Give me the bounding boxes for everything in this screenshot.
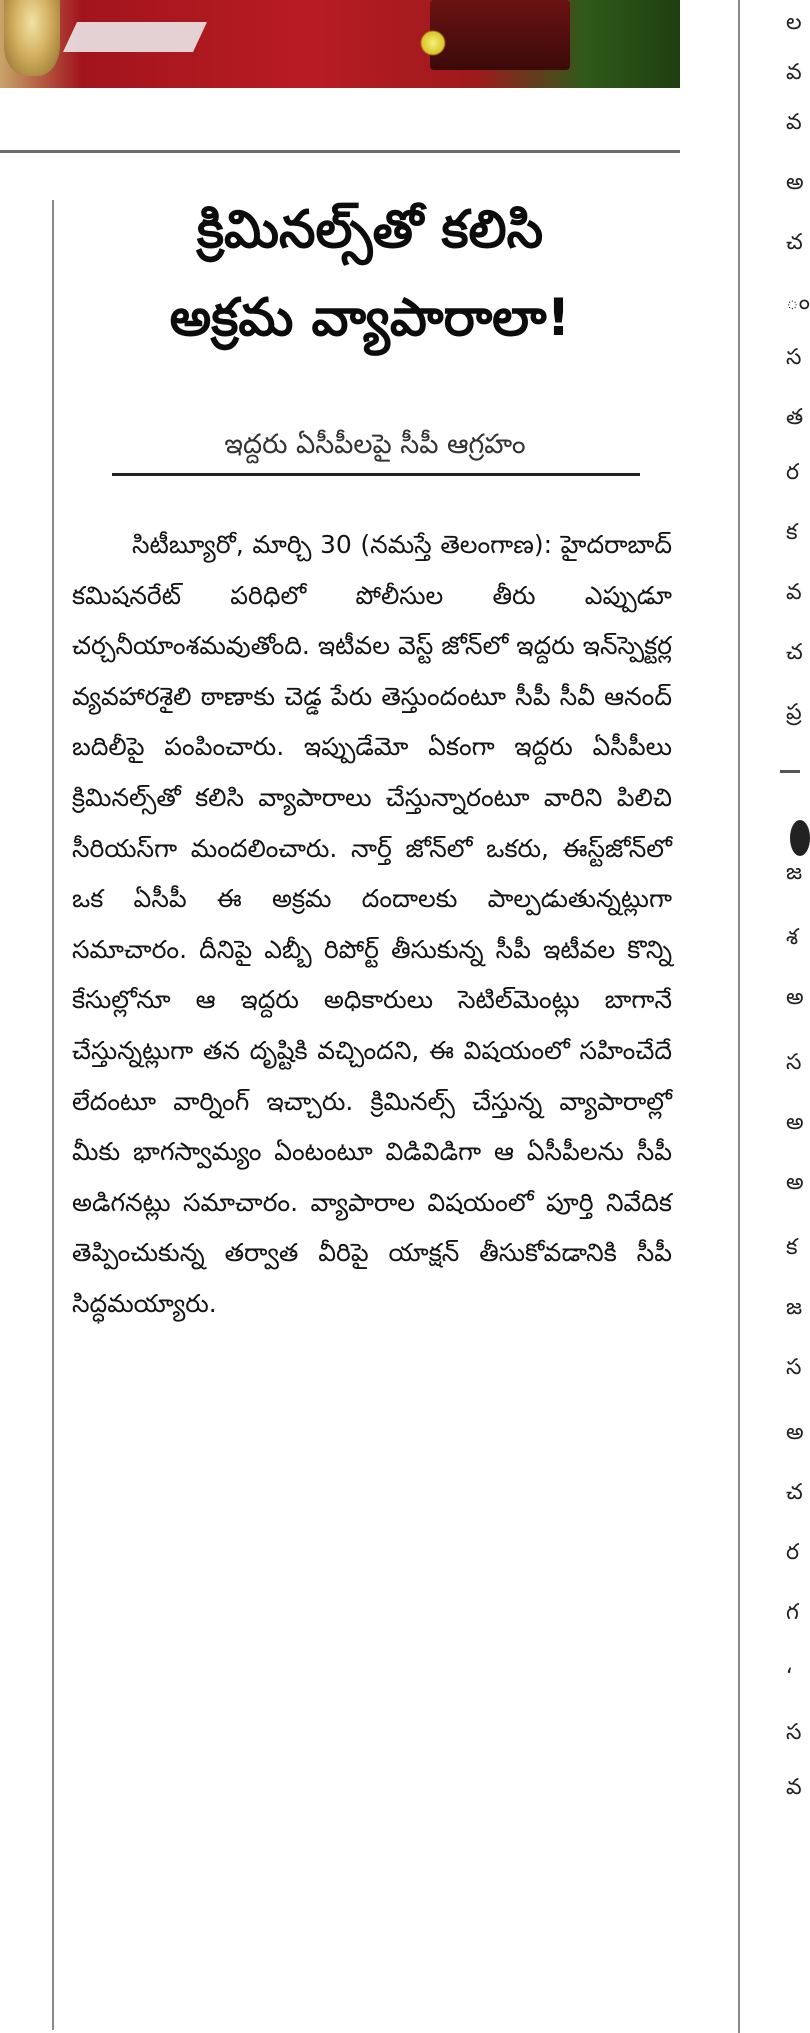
paper-image: [63, 22, 207, 52]
neighbor-column-char: అ: [786, 1110, 804, 1135]
neighbor-column-char: అ: [786, 170, 804, 195]
neighbor-column-char: ర: [786, 1540, 800, 1565]
neighbor-column-char: అ: [786, 1170, 804, 1195]
column-rule-right: [738, 0, 740, 2033]
neighbor-column-char: ల: [786, 10, 802, 35]
neighbor-column-char: స: [786, 1050, 802, 1075]
headline-line-1: క్రిమినల్స్‌తో కలిసి: [196, 200, 544, 260]
neighbor-column-char: స: [786, 1720, 802, 1745]
neighbor-column-char: అ: [786, 1420, 804, 1445]
neighbor-column-char: వ: [786, 1775, 802, 1800]
article-photo: [0, 0, 680, 88]
column-rule-left: [52, 200, 54, 2030]
headline: [100, 186, 640, 362]
neighbor-column-char: వ: [786, 110, 802, 135]
neighbor-column-char: చ: [786, 640, 803, 665]
neighbor-column-char: అ: [786, 985, 804, 1010]
subheadline-underline: [112, 473, 640, 476]
neighbor-column-char: త: [786, 405, 804, 430]
temple-bell-image: [4, 0, 60, 76]
subheadline: ఇద్దరు ఏసీపీలపై సీపీ ఆగ్రహం: [224, 429, 526, 460]
neighbor-column-char: వ: [786, 60, 802, 85]
neighbor-column-char: క: [786, 520, 798, 545]
neighbor-column-char: గ: [786, 1600, 799, 1625]
neighbor-column-char: జ: [786, 860, 803, 885]
neighbor-column-char: చ: [786, 1480, 803, 1505]
article-paragraph: సిటీబ్యూరో, మార్చి 30 (నమస్తే తెలంగాణ): హైదరాబాద్ కమిషనరేట్ పరిధిలో పోలీసుల తీరు ఎప్పుడూ చర్చనీయాంశమవుతోంది. ఇటీవల వెస్ట్ జోన్‌లో ఇద్దరు ఇన్‌స్పెక్టర్ల వ్యవహారశైలి ఠాణాకు చెడ్డ పేరు తెస్తుందంటూ సీపీ సీవీ ఆనంద్ బదిలీపై పంపించారు. ఇప్పుడేమో ఏకంగా ఇద్దరు ఏసీపీలు క్రిమినల్స్‌తో కలిసి వ్యాపారాలు చేస్తున్నారంటూ వారిని పిలిచి సీరియస్‌గా మందలించారు. నార్త్ జోన్‌లో ఒకరు, ఈస్ట్‌జోన్‌లో ఒక ఏసీపీ ఈ అక్రమ దందాలకు పాల్పడుతున్నట్లుగా సమాచారం. దీనిపై ఎబ్బీ రిపోర్ట్ తీసుకున్న సీపీ ఇటీవల కొన్ని కేసుల్లోనూ ఆ ఇద్దరు అధికారులు సెటిల్‌మెంట్లు బాగానే చేస్తున్నట్లుగా తన దృష్టికి వచ్చిందని, ఈ విషయంలో సహించేదే లేదంటూ వార్నింగ్ ఇచ్చారు. క్రిమినల్స్ చేస్తున్న వ్యాపారాల్లో మీకు భాగస్వామ్యం ఏంటంటూ విడివిడిగా ఆ ఏసీపీలను సీపీ అడిగనట్లు సమాచారం. వ్యాపారాల విషయంలో పూర్తి నివేదిక తెప్పించుకున్న తర్వాత వీరిపై యాక్షన్ తీసుకోవడానికి సీపీ సిద్ధమయ్యారు.: [72, 530, 672, 1318]
neighbor-column-char: ం: [786, 290, 810, 315]
neighbor-column-char: స: [786, 1355, 802, 1380]
neighbor-column-char: వ: [786, 580, 802, 605]
neighbor-column-char: క: [786, 1235, 798, 1260]
neighbor-column-char: ర: [786, 460, 800, 485]
neighbor-column-char: ప్ర: [786, 700, 802, 725]
article-body: [72, 520, 672, 1330]
headline-line-2: అక్రమ వ్యాపారాలా!: [169, 288, 571, 348]
box-image: [430, 0, 570, 70]
neighbor-column-char: శ: [786, 925, 799, 950]
neighbor-column-char: జ: [786, 1295, 803, 1320]
neighbor-column-text: [786, 0, 810, 2033]
neighbor-column-char: ‘: [786, 1665, 793, 1690]
neighbor-column-char: చ: [786, 230, 803, 255]
neighbor-column-char: స: [786, 345, 802, 370]
flower-image: [420, 30, 446, 56]
section-divider: [0, 150, 680, 153]
